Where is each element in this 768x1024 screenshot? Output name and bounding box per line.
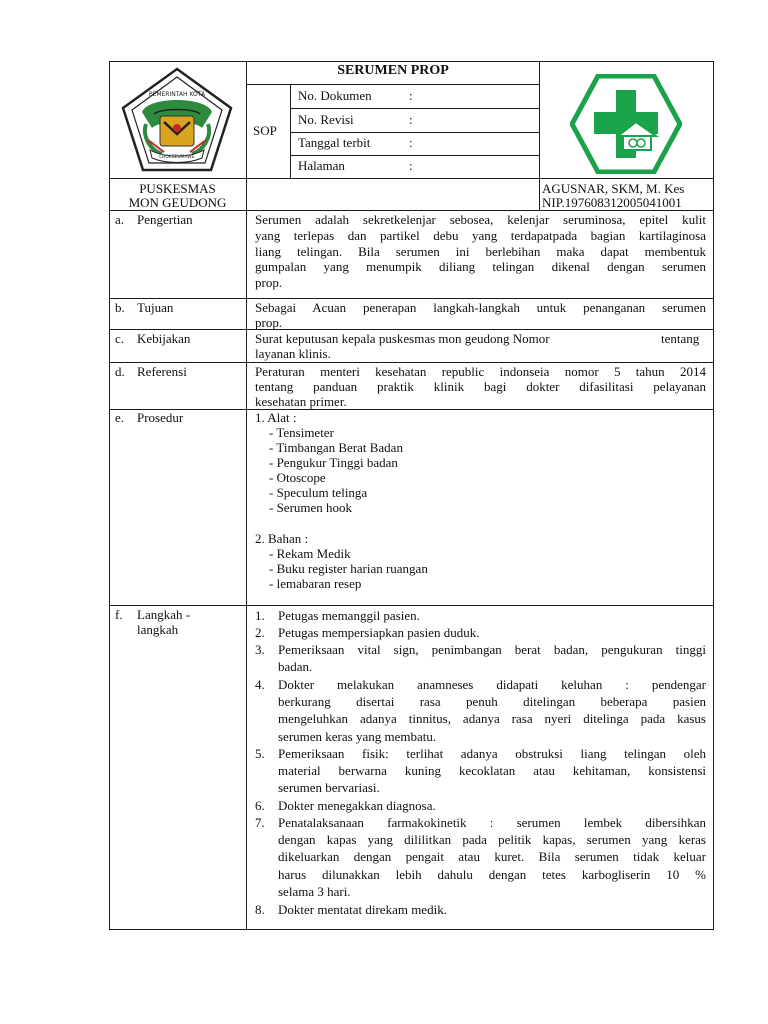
section-e-letter: e. [115, 410, 125, 425]
section-f-letter: f. [115, 607, 123, 622]
step-number: 6. [255, 798, 265, 813]
step-line: dengan kapas yang dililitkan pada pelitik kapas, serumen yang keras [278, 832, 706, 848]
paragraph-line: prop. [255, 315, 283, 330]
rule-header-bottom [109, 178, 714, 179]
bahan-item: - Rekam Medik [269, 546, 351, 561]
section-e-label: Prosedur [137, 410, 184, 425]
step-line: serumen bervariasi. [278, 780, 380, 796]
paragraph-line: kesehatan primer. [255, 394, 347, 409]
step-text [278, 745, 706, 797]
step-text [278, 624, 706, 641]
bahan-title: 2. Bahan : [255, 531, 309, 546]
field-no-revisi-sep: : [409, 112, 413, 127]
puskesmas-name-line1: PUSKESMAS [139, 181, 216, 196]
step-line: Dokter menegakkan diagnosa. [278, 798, 436, 813]
step-line: selama 3 hari. [278, 883, 351, 899]
section-a-label: Pengertian [137, 212, 193, 227]
section-b-letter: b. [115, 300, 125, 315]
alat-title: 1. Alat : [255, 410, 297, 425]
table-border-right [713, 61, 714, 930]
step-number: 3. [255, 642, 265, 657]
section-c-letter: c. [115, 331, 125, 346]
kebijakan-line2: layanan klinis. [255, 346, 331, 361]
document-title: SERUMEN PROP [337, 63, 449, 78]
paragraph-line: Sebagai Acuan penerapan langkah-langkah untuk penanganan serumen [255, 300, 706, 315]
rule-section-d [109, 409, 714, 410]
field-tanggal-terbit-label: Tanggal terbit [298, 135, 371, 150]
field-no-revisi-label: No. Revisi [298, 112, 354, 127]
logo-divider [539, 61, 540, 211]
section-b-label: Tujuan [137, 300, 174, 315]
step-number: 1. [255, 608, 265, 623]
sop-label: SOP [253, 123, 277, 138]
field-halaman-label: Halaman [298, 158, 345, 173]
section-a-letter: a. [115, 212, 125, 227]
alat-item: - Timbangan Berat Badan [269, 440, 403, 455]
step-line: Penatalaksanaan farmakokinetik : serumen lembek dibersihkan [278, 815, 706, 830]
field-tanggal-terbit-sep: : [409, 135, 413, 150]
step-text [278, 676, 706, 745]
kebijakan-tentang: tentang [661, 331, 700, 346]
signer-name: AGUSNAR, SKM, M. Kes [542, 181, 685, 196]
step-text [278, 607, 706, 624]
section-f-label-2: langkah [137, 622, 179, 637]
step-line: harus dilunakkan lebih dahulu dengan tetes karbogliserin 10 % [278, 866, 706, 882]
rule-signer-bottom [109, 210, 714, 211]
step-text [278, 814, 706, 900]
section-d-text [255, 364, 706, 409]
paragraph-line: Peraturan menteri kesehatan republic indonseia nomor 5 tahun 2014 [255, 364, 706, 379]
bahan-item: - lemabaran resep [269, 576, 362, 591]
step-line: mengeluhkan adanya tinnitus, adanya rasa nyeri ditelinga pada kasus [278, 711, 706, 727]
alat-item: - Tensimeter [269, 425, 334, 440]
step-number: 2. [255, 625, 265, 640]
signer-nip: NIP.197608312005041001 [542, 195, 682, 210]
alat-item: - Speculum telinga [269, 485, 368, 500]
rule-section-e [109, 605, 714, 606]
step-number: 8. [255, 902, 265, 917]
paragraph-line: tentang panduan praktik klinik bagi dokter difasilitasi pelayanan [255, 379, 706, 394]
step-number: 4. [255, 677, 265, 692]
paragraph-line: prop. [255, 275, 283, 291]
seal-top-text: PEMERINTAH KOTA [148, 91, 206, 98]
step-line: Petugas memanggil pasien. [278, 608, 420, 623]
step-line: berkurang disertai rasa penuh ditelingan beberapa pasien [278, 694, 706, 710]
step-line: Pemeriksaan vital sign, penimbangan berat badan, pengukuran tinggi [278, 642, 706, 657]
seal-bottom-text: LHOKSEUMAWE [159, 155, 195, 160]
field-no-dokumen-sep: : [409, 88, 413, 103]
paragraph-line: Serumen adalah sekretkelenjar sebosea, kelenjar seruminosa, epitel kulit [255, 212, 706, 227]
step-line: Pemeriksaan fisik: terlihat adanya obstruksi liang telingan oleh [278, 746, 706, 761]
alat-item: - Otoscope [269, 470, 326, 485]
step-text [278, 901, 706, 918]
rule-section-c [109, 362, 714, 363]
table-border-top [109, 61, 714, 62]
step-line: material berwarna kuning kecoklatan atau kehitaman, konsistensi [278, 763, 706, 779]
city-seal-logo [120, 66, 235, 174]
rule-doc-1 [290, 108, 540, 109]
column-divider [246, 61, 247, 930]
paragraph-line: yang terlepas dan partikel debu yang terdapatpada bagian kartilaginosa [255, 227, 706, 243]
step-number: 7. [255, 815, 265, 830]
rule-section-a [109, 298, 714, 299]
step-line: dikeluarkan dengan pengait atau kuret. Bila serumen tidak keluar [278, 849, 706, 865]
puskesmas-logo [570, 74, 682, 174]
puskesmas-name-line2: MON GEUDONG [128, 195, 227, 210]
section-b-text [255, 300, 706, 330]
step-text [278, 797, 706, 814]
step-text [278, 641, 706, 675]
langkah-steps-list [255, 607, 706, 925]
kebijakan-line1: Surat keputusan kepala puskesmas mon geudong Nomor [255, 331, 550, 346]
alat-item: - Serumen hook [269, 500, 353, 515]
field-halaman-sep: : [409, 158, 413, 173]
bahan-item: - Buku register harian ruangan [269, 561, 428, 576]
alat-item: - Pengukur Tinggi badan [269, 455, 398, 470]
step-line: Dokter melakukan anamneses didapati keluhan : pendengar [278, 677, 706, 692]
paragraph-line: liang telingan. Bila serumen ini berlebihan maka dapat membentuk [255, 243, 706, 259]
field-no-dokumen-label: No. Dokumen [298, 88, 372, 103]
table-border-bottom [109, 929, 714, 930]
step-line: badan. [278, 659, 313, 675]
paragraph-line: gumpalan yang menumpik diliang telingan dikenal dengan serumen [255, 259, 706, 275]
step-line: serumen keras yang membatu. [278, 728, 437, 744]
rule-doc-2 [290, 132, 540, 133]
section-c-label: Kebijakan [137, 331, 191, 346]
rule-doc-3 [290, 155, 540, 156]
step-line: Petugas mempersiapkan pasien duduk. [278, 625, 480, 640]
section-d-label: Referensi [137, 364, 187, 379]
step-number: 5. [255, 746, 265, 761]
section-d-letter: d. [115, 364, 125, 379]
step-line: Dokter mentatat direkam medik. [278, 902, 447, 917]
sop-divider [290, 84, 291, 179]
section-f-label-1: Langkah - [137, 607, 191, 622]
section-a-text [255, 212, 706, 291]
